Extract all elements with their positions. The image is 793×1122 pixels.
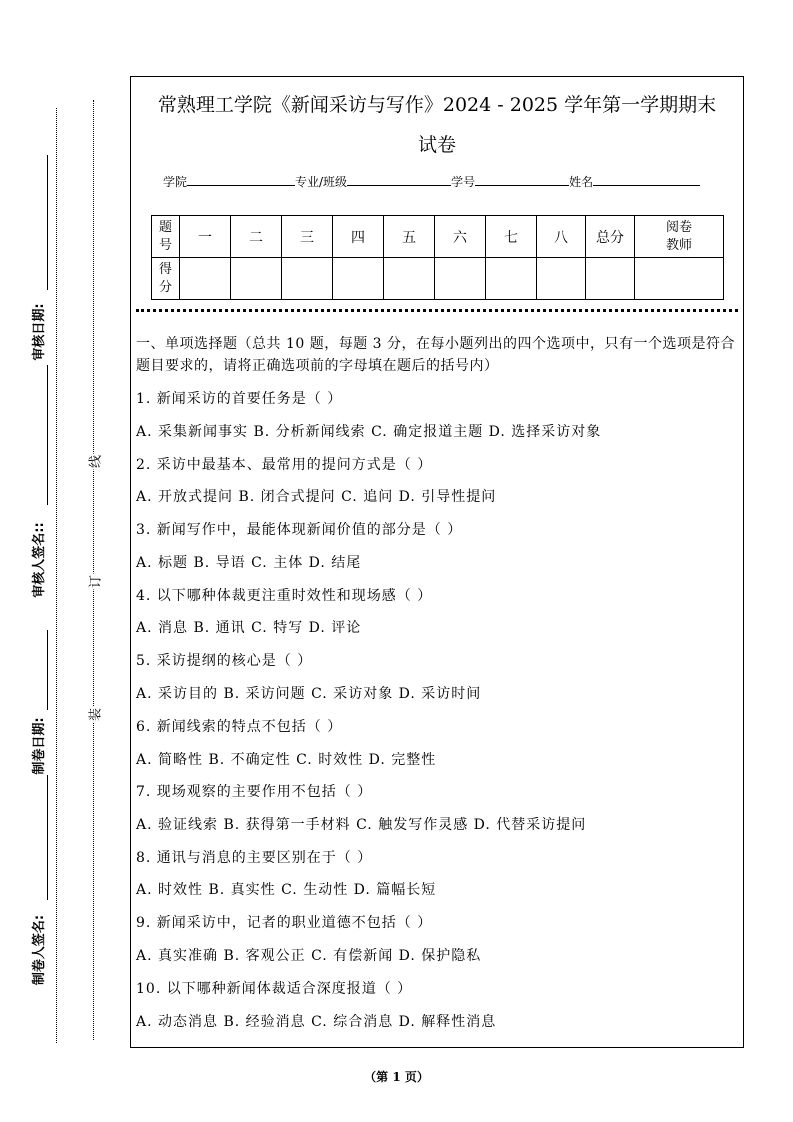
score-header-cell: 四 [333,216,384,258]
score-cell[interactable] [537,258,586,300]
score-header-cell: 八 [537,216,586,258]
score-header-cell: 三 [282,216,333,258]
options-4: A. 消息 B. 通讯 C. 特写 D. 评论 [136,620,362,636]
question-9: 9. 新闻采访中，记者的职业道德不包括（ ） [136,915,433,931]
score-header-cell: 五 [384,216,435,258]
score-cell[interactable] [180,258,231,300]
field-college-label: 学院 [163,175,188,189]
score-cell[interactable] [333,258,384,300]
bind-char-line: 线 [85,454,104,470]
score-header-cell: 七 [486,216,537,258]
maker-sign-label: 制卷人签名: [32,914,47,986]
maker-sign-line [47,775,48,900]
page-number: （第 1 页） [364,1070,429,1084]
score-row-label: 得 分 [152,258,180,300]
question-2: 2. 采访中最基本、最常用的提问方式是（ ） [136,457,433,473]
score-table-score-row [152,258,724,300]
reviewer-date-label: 审核日期: [32,303,47,361]
options-6: A. 简略性 B. 不确定性 C. 时效性 D. 完整性 [136,752,437,768]
cut-line-inner [93,100,94,1040]
reviewer-sign-line [47,365,48,505]
options-5: A. 采访目的 B. 采访问题 C. 采访对象 D. 采访时间 [136,686,482,702]
score-header-cell: 总分 [586,216,635,258]
score-table-header-row [152,216,724,258]
score-cell[interactable] [231,258,282,300]
question-8: 8. 通讯与消息的主要区别在于（ ） [136,850,373,866]
score-header-cell: 六 [435,216,486,258]
options-3: A. 标题 B. 导语 C. 主体 D. 结尾 [136,555,362,571]
cut-line-outer [56,108,57,1043]
options-10: A. 动态消息 B. 经验消息 C. 综合消息 D. 解释性消息 [136,1014,497,1030]
score-header-cell: 阅卷 教师 [635,216,724,258]
field-college-blank[interactable] [187,173,295,186]
student-info-row [163,173,700,190]
question-3: 3. 新闻写作中，最能体现新闻价值的部分是（ ） [136,522,463,538]
score-table [151,215,724,300]
score-cell[interactable] [586,258,635,300]
options-9: A. 真实准确 B. 客观公正 C. 有偿新闻 D. 保护隐私 [136,948,482,964]
field-major-blank[interactable] [347,173,451,186]
options-2: A. 开放式提问 B. 闭合式提问 C. 追问 D. 引导性提问 [136,489,497,505]
score-cell[interactable] [486,258,537,300]
maker-date-line [47,630,48,710]
options-7: A. 验证线索 B. 获得第一手材料 C. 触发写作灵感 D. 代替采访提问 [136,817,587,833]
exam-title-line2: 试卷 [417,134,456,156]
dotted-separator [136,309,738,312]
reviewer-sign-label: 审核人签名:: [32,522,47,598]
score-cell[interactable] [435,258,486,300]
question-7: 7. 现场观察的主要作用不包括（ ） [136,784,373,800]
options-8: A. 时效性 B. 真实性 C. 生动性 D. 篇幅长短 [136,882,437,898]
score-cell[interactable] [635,258,724,300]
maker-date-label: 制卷日期: [32,717,47,775]
field-name-label: 姓名 [569,175,594,189]
exam-title-line1: 常熟理工学院《新闻采访与写作》2024 - 2025 学年第一学期期末 [157,94,717,116]
reviewer-date-line [47,155,48,290]
score-cell[interactable] [282,258,333,300]
question-1: 1. 新闻采访的首要任务是（ ） [136,391,343,407]
question-4: 4. 以下哪种体裁更注重时效性和现场感（ ） [136,588,433,604]
question-10: 10. 以下哪种新闻体裁适合深度报道（ ） [136,981,413,997]
options-1: A. 采集新闻事实 B. 分析新闻线索 C. 确定报道主题 D. 选择采访对象 [136,424,602,440]
question-5: 5. 采访提纲的核心是（ ） [136,653,313,669]
section-instruction: 一、单项选择题（总共 10 题，每题 3 分，在每小题列出的四个选项中，只有一个选项是符合题目要求的，请将正确选项前的字母填在题后的括号内） [136,336,736,374]
field-id-blank[interactable] [475,173,569,186]
score-cell[interactable] [384,258,435,300]
bind-char-order: 订 [85,574,104,590]
score-header-cell: 题 号 [152,216,180,258]
score-header-cell: 二 [231,216,282,258]
score-header-cell: 一 [180,216,231,258]
bind-char-bind: 装 [85,707,104,723]
field-name-blank[interactable] [593,173,700,186]
field-major-label: 专业/班级 [295,175,348,189]
question-6: 6. 新闻线索的特点不包括（ ） [136,719,343,735]
field-id-label: 学号 [451,175,476,189]
